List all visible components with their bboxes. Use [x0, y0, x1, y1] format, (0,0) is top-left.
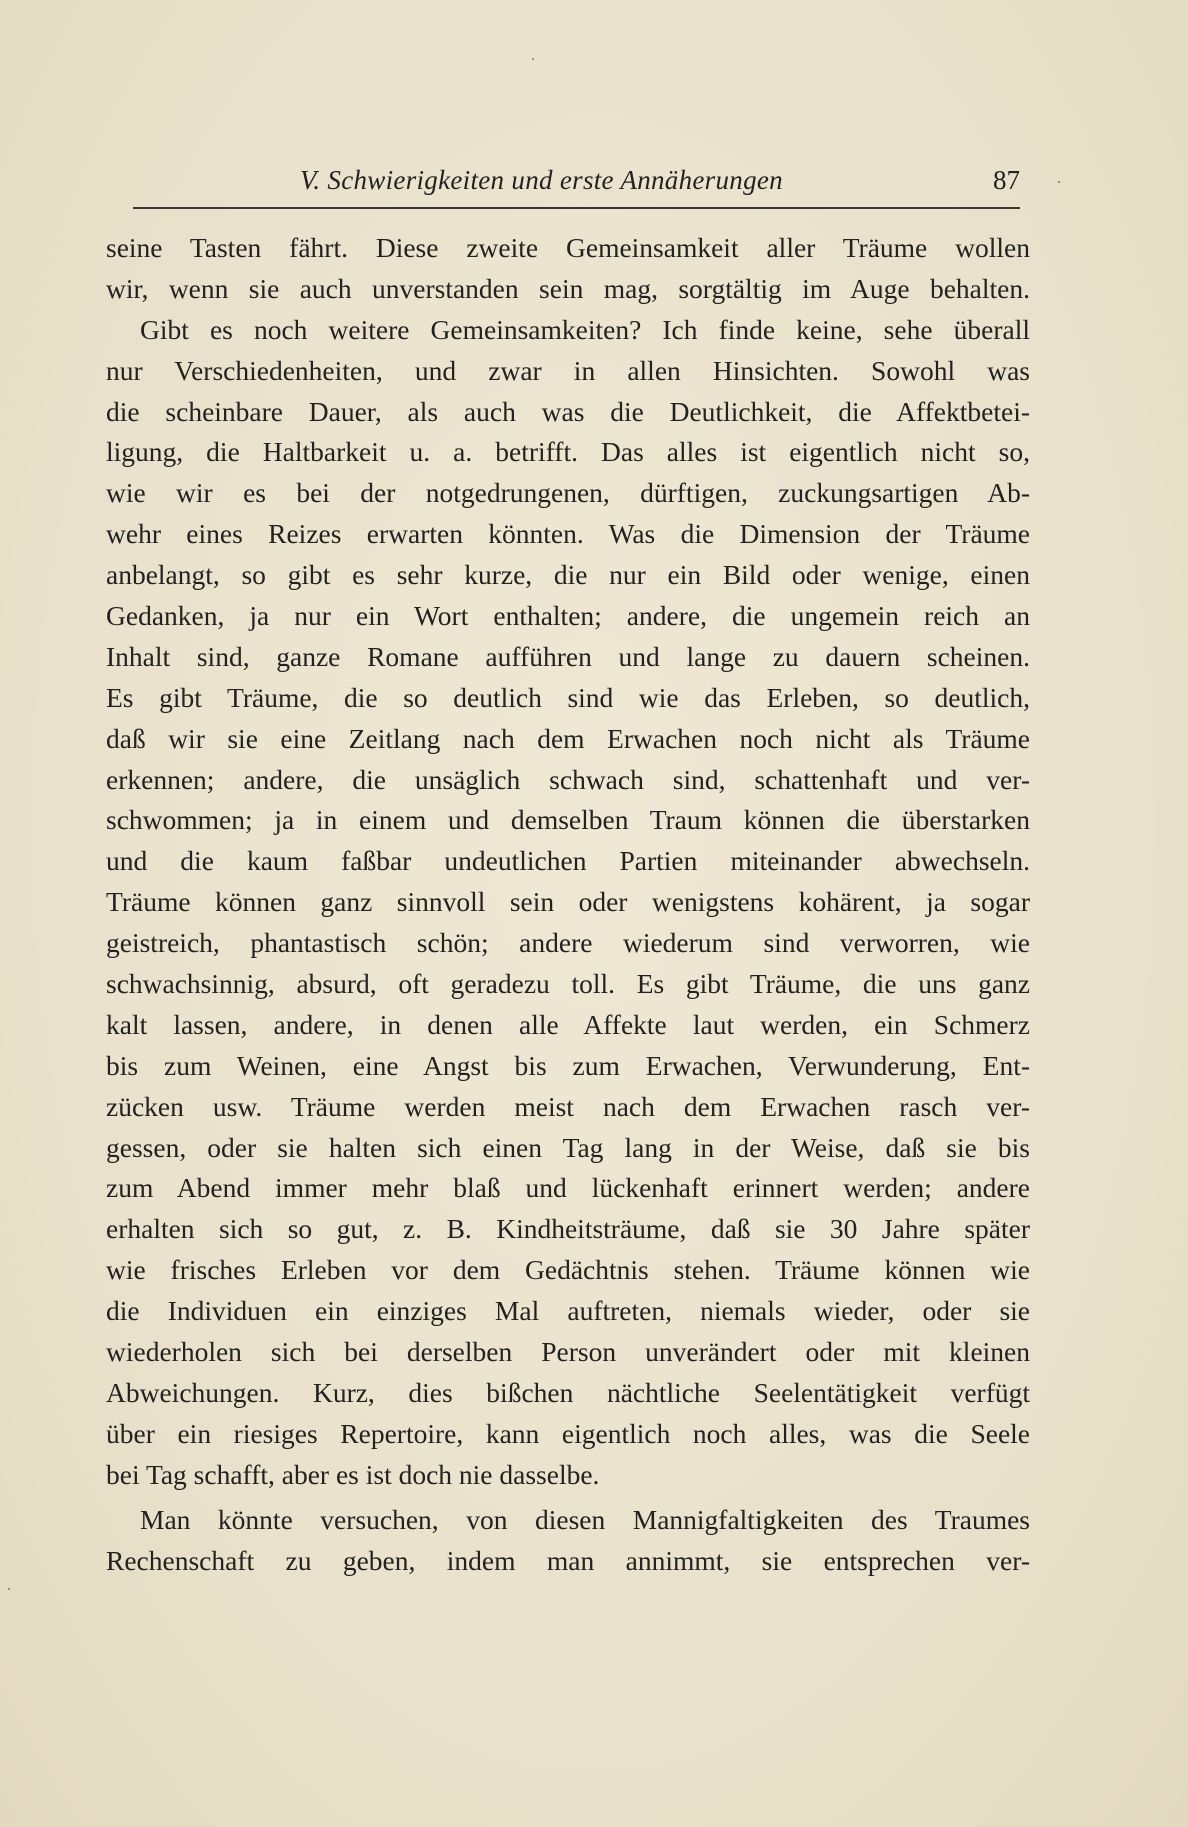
text-line: zum Abend immer mehr blaß und lückenhaft erinnert werden; andere	[106, 1172, 1030, 1204]
text-line: die scheinbare Dauer, als auch was die Deutlichkeit, die Affektbetei-	[106, 395, 1030, 427]
text-line: die Individuen ein einziges Mal auftreten, niemals wieder, oder sie	[106, 1295, 1030, 1327]
text-line: erhalten sich so gut, z. B. Kindheitsträume, daß sie 30 Jahre später	[106, 1213, 1030, 1245]
text-line: Es gibt Träume, die so deutlich sind wie das Erleben, so deutlich,	[106, 681, 1030, 713]
paragraph-1	[106, 228, 1030, 310]
text-line: anbelangt, so gibt es sehr kurze, die nur ein Bild oder wenige, einen	[106, 559, 1030, 591]
page-number: 87	[993, 165, 1020, 195]
text-line: wir, wenn sie auch unverstanden sein mag, sorgtältig im Auge behalten.	[106, 272, 1030, 304]
paragraph-3	[106, 1500, 1030, 1582]
text-line: Gedanken, ja nur ein Wort enthalten; andere, die ungemein reich an	[106, 600, 1030, 632]
paper-speck	[532, 58, 534, 60]
body-text	[106, 228, 1030, 1581]
text-line: bis zum Weinen, eine Angst bis zum Erwachen, Verwunderung, Ent-	[106, 1049, 1030, 1081]
text-line: erkennen; andere, die unsäglich schwach sind, schattenhaft und ver-	[106, 763, 1030, 795]
text-line: bei Tag schafft, aber es ist doch nie dasselbe.	[106, 1458, 600, 1490]
text-line: gessen, oder sie halten sich einen Tag lang in der Weise, daß sie bis	[106, 1131, 1030, 1163]
text-line: Abweichungen. Kurz, dies bißchen nächtliche Seelentätigkeit verfügt	[106, 1376, 1030, 1408]
text-line: nur Verschiedenheiten, und zwar in allen Hinsichten. Sowohl was	[106, 354, 1030, 386]
text-line: Träume können ganz sinnvoll sein oder wenigstens kohärent, ja sogar	[106, 886, 1030, 918]
text-line: und die kaum faßbar undeutlichen Partien miteinander abwechseln.	[106, 845, 1030, 877]
paper-speck	[8, 1588, 10, 1590]
running-title: V. Schwierigkeiten und erste Annäherungen	[300, 165, 783, 195]
text-line: geistreich, phantastisch schön; andere wiederum sind verworren, wie	[106, 927, 1030, 959]
running-head	[130, 165, 1020, 205]
header-rule	[133, 207, 1020, 209]
text-line: Gibt es noch weitere Gemeinsamkeiten? Ich finde keine, sehe überall	[140, 313, 1030, 345]
text-line: ligung, die Haltbarkeit u. a. betrifft. Das alles ist eigentlich nicht so,	[106, 436, 1030, 468]
text-line: wehr eines Reizes erwarten könnten. Was die Dimension der Träume	[106, 518, 1030, 550]
text-line: schwommen; ja in einem und demselben Traum können die überstarken	[106, 804, 1030, 836]
text-line: wie wir es bei der notgedrungenen, dürftigen, zuckungsartigen Ab-	[106, 477, 1030, 509]
text-line: über ein riesiges Repertoire, kann eigentlich noch alles, was die Seele	[106, 1417, 1030, 1449]
text-line: zücken usw. Träume werden meist nach dem Erwachen rasch ver-	[106, 1090, 1030, 1122]
text-line: Rechenschaft zu geben, indem man annimmt, sie entsprechen ver-	[106, 1544, 1030, 1576]
text-line: daß wir sie eine Zeitlang nach dem Erwachen noch nicht als Träume	[106, 722, 1030, 754]
paper-speck	[1058, 181, 1060, 183]
text-line: seine Tasten fährt. Diese zweite Gemeinsamkeit aller Träume wollen	[106, 232, 1030, 263]
text-line: schwachsinnig, absurd, oft geradezu toll. Es gibt Träume, die uns ganz	[106, 968, 1030, 1000]
text-line: wie frisches Erleben vor dem Gedächtnis stehen. Träume können wie	[106, 1254, 1030, 1286]
text-line: Inhalt sind, ganze Romane aufführen und lange zu dauern scheinen.	[106, 640, 1030, 672]
text-line: kalt lassen, andere, in denen alle Affekte laut werden, ein Schmerz	[106, 1008, 1030, 1040]
text-line: wiederholen sich bei derselben Person unverändert oder mit kleinen	[106, 1336, 1030, 1368]
paragraph-2	[106, 310, 1030, 1496]
text-line: Man könnte versuchen, von diesen Mannigfaltigkeiten des Traumes	[140, 1503, 1030, 1535]
